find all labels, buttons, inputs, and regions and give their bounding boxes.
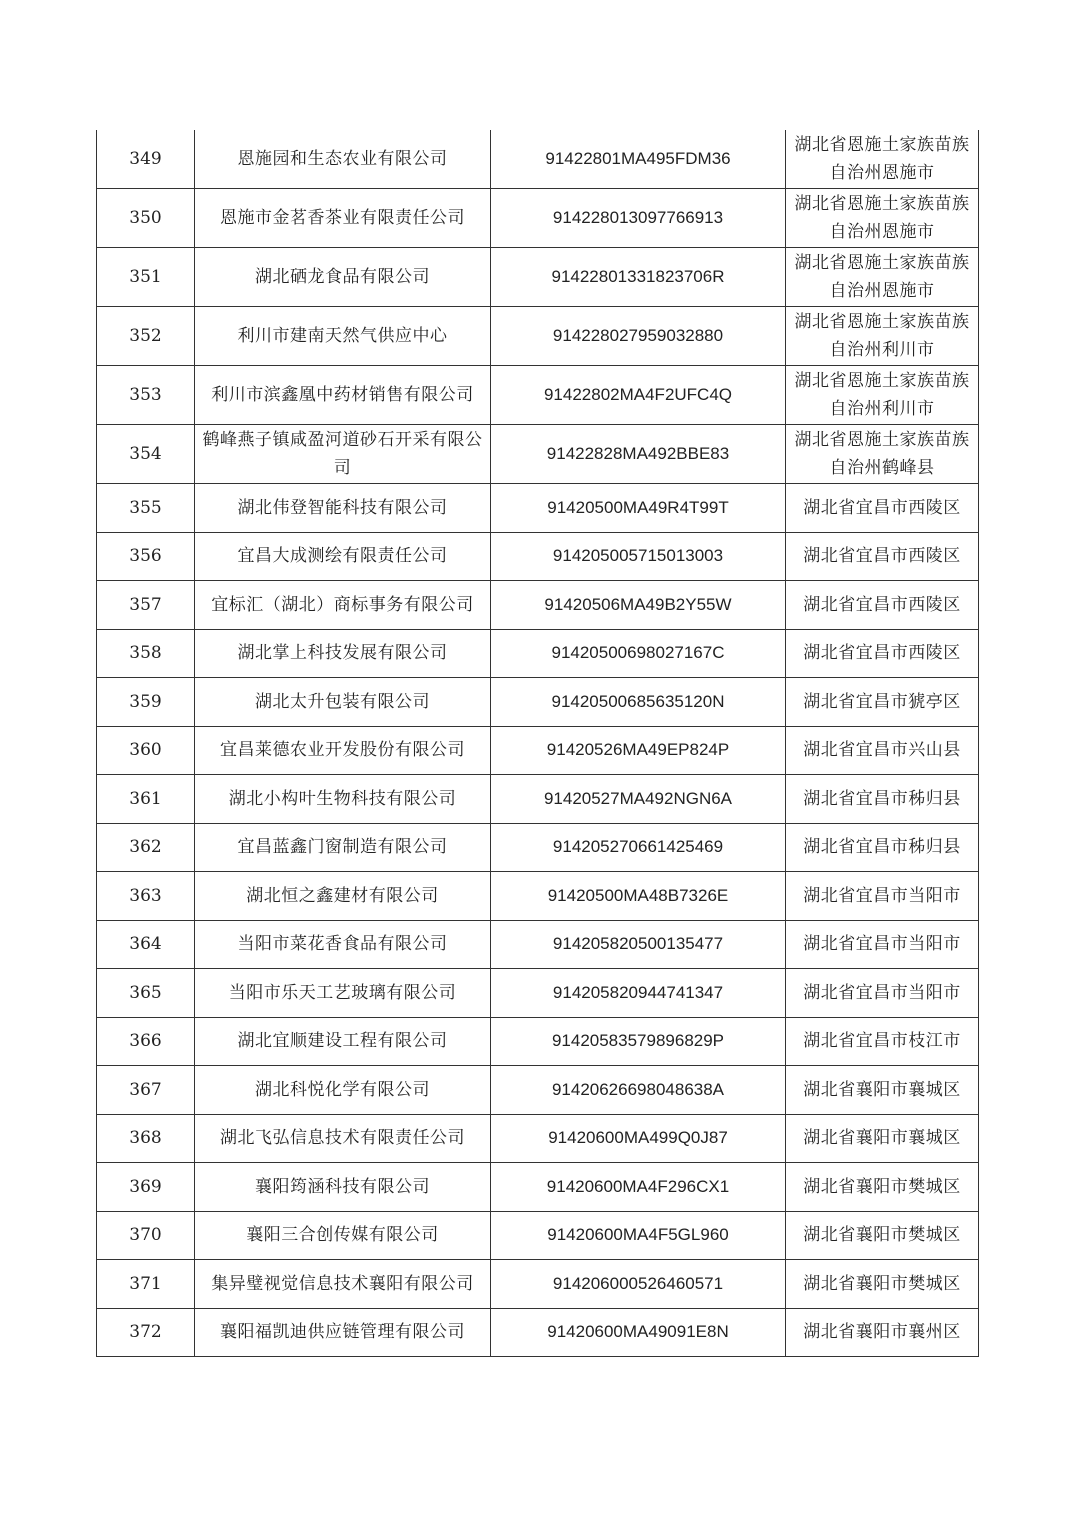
- credit-code-cell: 914205820500135477: [491, 920, 786, 969]
- region-cell: 湖北省恩施土家族苗族自治州鹤峰县: [786, 425, 979, 484]
- credit-code-cell: 91420500698027167C: [491, 629, 786, 678]
- row-number-cell: 369: [97, 1163, 195, 1212]
- table-row: [97, 581, 979, 630]
- row-number-cell: 370: [97, 1211, 195, 1260]
- row-number-cell: 366: [97, 1017, 195, 1066]
- credit-code-cell: 91420500685635120N: [491, 678, 786, 727]
- company-name-cell: 集异璧视觉信息技术襄阳有限公司: [195, 1260, 491, 1309]
- company-name-cell: 湖北掌上科技发展有限公司: [195, 629, 491, 678]
- region-cell: 湖北省襄阳市樊城区: [786, 1211, 979, 1260]
- company-name-cell: 襄阳三合创传媒有限公司: [195, 1211, 491, 1260]
- region-cell: 湖北省宜昌市秭归县: [786, 775, 979, 824]
- table-row: [97, 366, 979, 425]
- company-name-cell: 鹤峰燕子镇咸盈河道砂石开采有限公司: [195, 425, 491, 484]
- region-cell: 湖北省襄阳市襄城区: [786, 1114, 979, 1163]
- row-number-cell: 367: [97, 1066, 195, 1115]
- company-name-cell: 襄阳福凯迪供应链管理有限公司: [195, 1308, 491, 1357]
- company-name-cell: 湖北飞弘信息技术有限责任公司: [195, 1114, 491, 1163]
- company-name-cell: 利川市建南天然气供应中心: [195, 307, 491, 366]
- table-row: [97, 726, 979, 775]
- table-row: [97, 629, 979, 678]
- region-cell: 湖北省宜昌市西陵区: [786, 532, 979, 581]
- company-name-cell: 襄阳筠涵科技有限公司: [195, 1163, 491, 1212]
- company-name-cell: 宜昌莱德农业开发股份有限公司: [195, 726, 491, 775]
- table-row: [97, 872, 979, 921]
- row-number-cell: 354: [97, 425, 195, 484]
- credit-code-cell: 914228027959032880: [491, 307, 786, 366]
- table-row: [97, 969, 979, 1018]
- region-cell: 湖北省宜昌市当阳市: [786, 920, 979, 969]
- region-cell: 湖北省恩施土家族苗族自治州利川市: [786, 307, 979, 366]
- table-row: [97, 1114, 979, 1163]
- table-row: [97, 425, 979, 484]
- region-cell: 湖北省宜昌市西陵区: [786, 484, 979, 533]
- region-cell: 湖北省宜昌市秭归县: [786, 823, 979, 872]
- table-row: [97, 189, 979, 248]
- credit-code-cell: 91420600MA499Q0J87: [491, 1114, 786, 1163]
- table-row: [97, 775, 979, 824]
- row-number-cell: 355: [97, 484, 195, 533]
- table-row: [97, 248, 979, 307]
- row-number-cell: 359: [97, 678, 195, 727]
- company-name-cell: 恩施园和生态农业有限公司: [195, 130, 491, 189]
- row-number-cell: 362: [97, 823, 195, 872]
- row-number-cell: 358: [97, 629, 195, 678]
- row-number-cell: 353: [97, 366, 195, 425]
- credit-code-cell: 91422801331823706R: [491, 248, 786, 307]
- credit-code-cell: 91420527MA492NGN6A: [491, 775, 786, 824]
- company-name-cell: 当阳市菜花香食品有限公司: [195, 920, 491, 969]
- region-cell: 湖北省宜昌市西陵区: [786, 581, 979, 630]
- credit-code-cell: 91420500MA48B7326E: [491, 872, 786, 921]
- credit-code-cell: 91420500MA49R4T99T: [491, 484, 786, 533]
- credit-code-cell: 914205820944741347: [491, 969, 786, 1018]
- region-cell: 湖北省襄阳市樊城区: [786, 1163, 979, 1212]
- table-row: [97, 1163, 979, 1212]
- row-number-cell: 350: [97, 189, 195, 248]
- credit-code-cell: 91420600MA4F5GL960: [491, 1211, 786, 1260]
- row-number-cell: 361: [97, 775, 195, 824]
- row-number-cell: 360: [97, 726, 195, 775]
- table-row: [97, 130, 979, 189]
- region-cell: 湖北省宜昌市西陵区: [786, 629, 979, 678]
- credit-code-cell: 914205270661425469: [491, 823, 786, 872]
- credit-code-cell: 91420583579896829P: [491, 1017, 786, 1066]
- company-name-cell: 宜昌大成测绘有限责任公司: [195, 532, 491, 581]
- company-name-cell: 利川市滨鑫凰中药材销售有限公司: [195, 366, 491, 425]
- credit-code-cell: 91420600MA49091E8N: [491, 1308, 786, 1357]
- table-body: [97, 130, 979, 1357]
- company-name-cell: 宜昌蓝鑫门窗制造有限公司: [195, 823, 491, 872]
- row-number-cell: 368: [97, 1114, 195, 1163]
- region-cell: 湖北省宜昌市枝江市: [786, 1017, 979, 1066]
- table-row: [97, 484, 979, 533]
- company-name-cell: 湖北太升包装有限公司: [195, 678, 491, 727]
- row-number-cell: 357: [97, 581, 195, 630]
- table-row: [97, 823, 979, 872]
- credit-code-cell: 914228013097766913: [491, 189, 786, 248]
- credit-code-cell: 91422801MA495FDM36: [491, 130, 786, 189]
- credit-code-cell: 91420526MA49EP824P: [491, 726, 786, 775]
- region-cell: 湖北省恩施土家族苗族自治州恩施市: [786, 248, 979, 307]
- row-number-cell: 352: [97, 307, 195, 366]
- credit-code-cell: 91422802MA4F2UFC4Q: [491, 366, 786, 425]
- company-name-cell: 宜标汇（湖北）商标事务有限公司: [195, 581, 491, 630]
- table-row: [97, 307, 979, 366]
- credit-code-cell: 91422828MA492BBE83: [491, 425, 786, 484]
- region-cell: 湖北省襄阳市襄州区: [786, 1308, 979, 1357]
- region-cell: 湖北省宜昌市当阳市: [786, 969, 979, 1018]
- table-row: [97, 678, 979, 727]
- company-name-cell: 湖北宜顺建设工程有限公司: [195, 1017, 491, 1066]
- row-number-cell: 356: [97, 532, 195, 581]
- row-number-cell: 349: [97, 130, 195, 189]
- table-row: [97, 1260, 979, 1309]
- region-cell: 湖北省宜昌市当阳市: [786, 872, 979, 921]
- region-cell: 湖北省宜昌市兴山县: [786, 726, 979, 775]
- region-cell: 湖北省襄阳市樊城区: [786, 1260, 979, 1309]
- credit-code-cell: 91420600MA4F296CX1: [491, 1163, 786, 1212]
- credit-code-cell: 91420626698048638A: [491, 1066, 786, 1115]
- row-number-cell: 351: [97, 248, 195, 307]
- credit-code-cell: 91420506MA49B2Y55W: [491, 581, 786, 630]
- table-row: [97, 532, 979, 581]
- region-cell: 湖北省恩施土家族苗族自治州恩施市: [786, 189, 979, 248]
- region-cell: 湖北省宜昌市猇亭区: [786, 678, 979, 727]
- table-row: [97, 920, 979, 969]
- region-cell: 湖北省恩施土家族苗族自治州恩施市: [786, 130, 979, 189]
- row-number-cell: 372: [97, 1308, 195, 1357]
- row-number-cell: 363: [97, 872, 195, 921]
- company-name-cell: 湖北小构叶生物科技有限公司: [195, 775, 491, 824]
- company-name-cell: 当阳市乐天工艺玻璃有限公司: [195, 969, 491, 1018]
- company-name-cell: 湖北伟登智能科技有限公司: [195, 484, 491, 533]
- row-number-cell: 365: [97, 969, 195, 1018]
- company-name-cell: 湖北硒龙食品有限公司: [195, 248, 491, 307]
- table-row: [97, 1017, 979, 1066]
- table-row: [97, 1211, 979, 1260]
- region-cell: 湖北省恩施土家族苗族自治州利川市: [786, 366, 979, 425]
- table-row: [97, 1066, 979, 1115]
- enterprise-table: [96, 130, 979, 1357]
- row-number-cell: 364: [97, 920, 195, 969]
- table-row: [97, 1308, 979, 1357]
- company-name-cell: 湖北科悦化学有限公司: [195, 1066, 491, 1115]
- company-name-cell: 恩施市金茗香茶业有限责任公司: [195, 189, 491, 248]
- credit-code-cell: 914205005715013003: [491, 532, 786, 581]
- credit-code-cell: 914206000526460571: [491, 1260, 786, 1309]
- row-number-cell: 371: [97, 1260, 195, 1309]
- company-name-cell: 湖北恒之鑫建材有限公司: [195, 872, 491, 921]
- region-cell: 湖北省襄阳市襄城区: [786, 1066, 979, 1115]
